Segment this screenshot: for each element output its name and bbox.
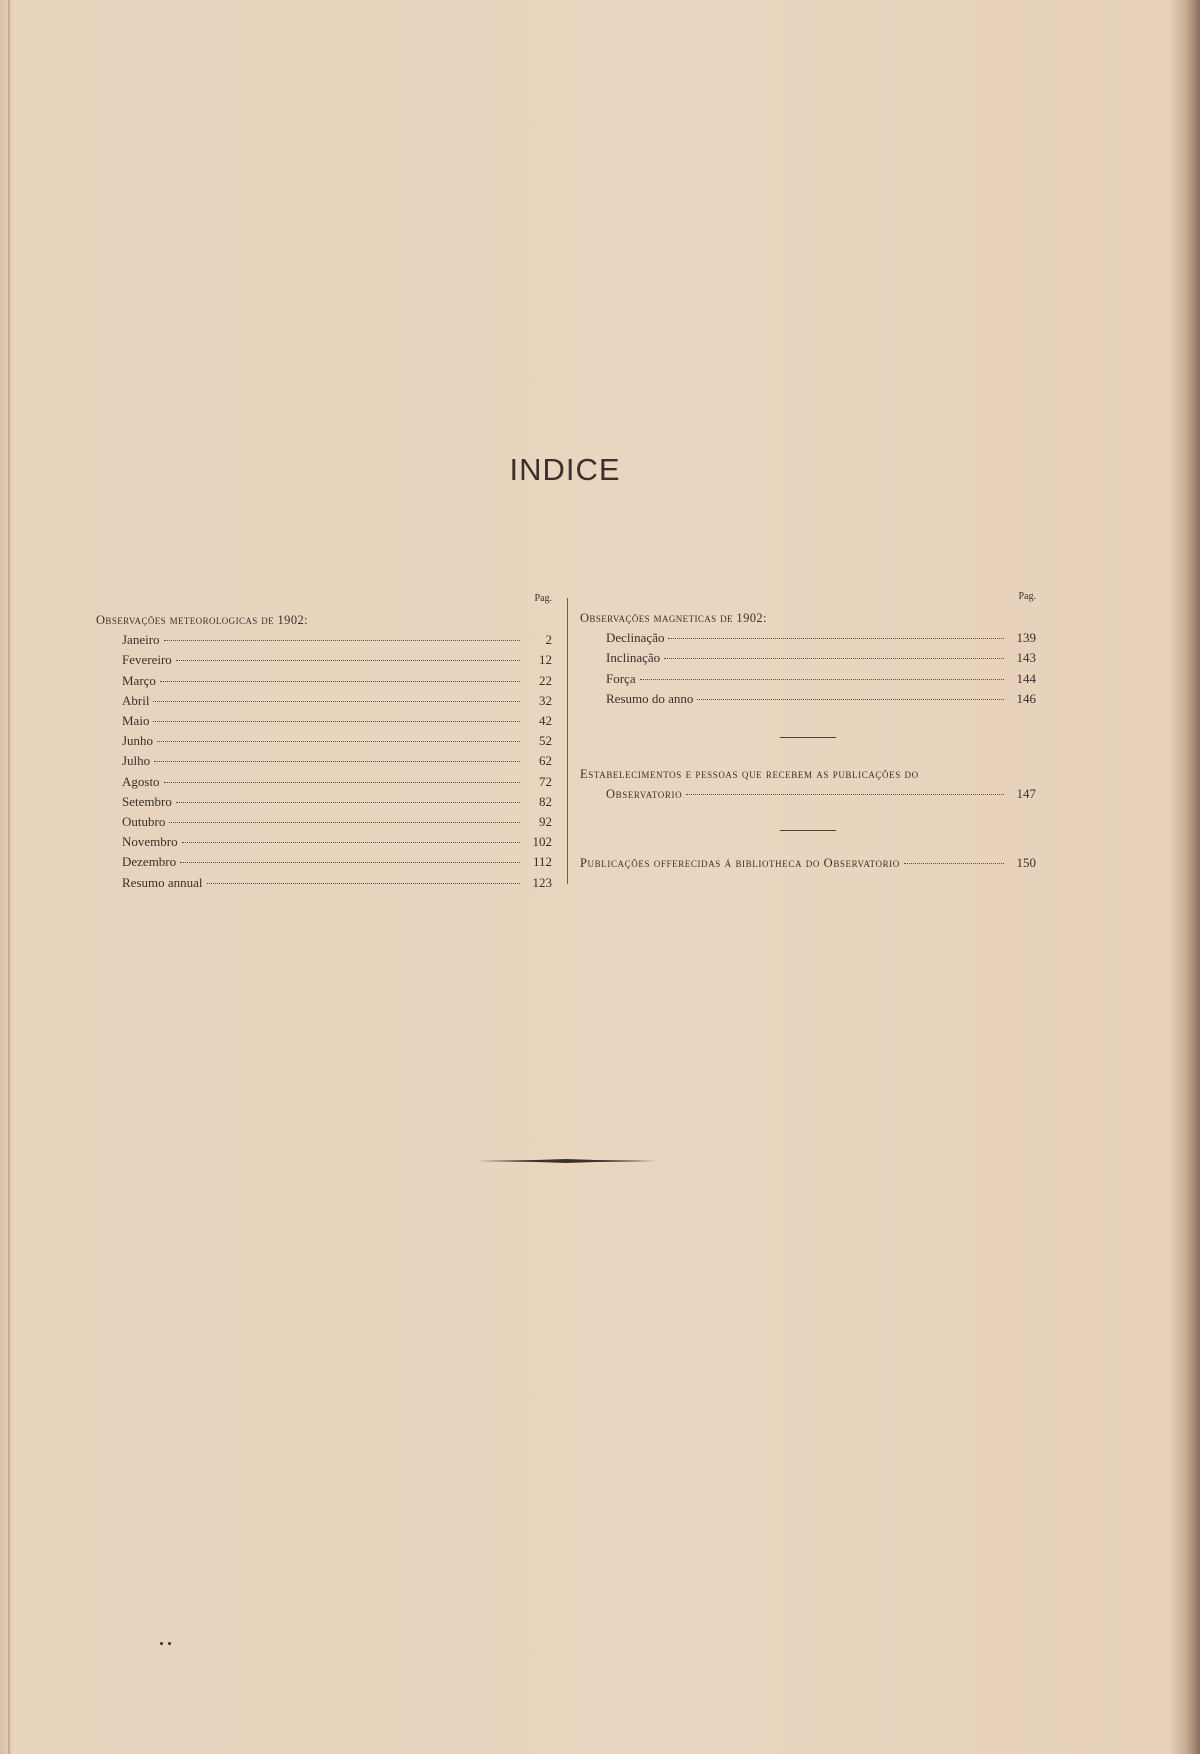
- entry-page: 139: [1016, 630, 1036, 646]
- dot-leader: [182, 842, 520, 843]
- index-entry[interactable]: [580, 628, 1036, 648]
- entry-label: Setembro: [122, 793, 172, 809]
- closing-ornament-rule: [476, 1159, 656, 1163]
- entry-page: 2: [545, 632, 552, 648]
- entry-label: Inclinação: [606, 650, 661, 666]
- entry-label: Força: [606, 670, 636, 686]
- dot-leader: [164, 782, 520, 783]
- meteorological-index: [96, 592, 552, 893]
- index-entry[interactable]: [96, 671, 552, 691]
- entry-page: 32: [539, 692, 552, 708]
- index-entry[interactable]: [580, 784, 1036, 804]
- entry-label: Maio: [122, 713, 150, 729]
- entry-page: 102: [532, 834, 552, 850]
- entry-page: 144: [1016, 670, 1036, 686]
- dot-leader: [664, 658, 1004, 659]
- entry-page: 72: [539, 773, 552, 789]
- index-entry[interactable]: [580, 853, 1036, 873]
- establishments-heading: Estabelecimentos e pessoas que recebem as publicações do: [580, 767, 919, 782]
- page-title: INDICE: [509, 452, 621, 487]
- dot-leader: [686, 794, 1004, 795]
- entry-label: Dezembro: [122, 854, 177, 870]
- ink-speck: [160, 1642, 163, 1645]
- entry-page: 92: [539, 814, 552, 830]
- pag-label-left: Pag.: [534, 593, 552, 604]
- entry-page: 143: [1016, 650, 1036, 666]
- index-entry[interactable]: [96, 852, 552, 872]
- dot-leader: [640, 679, 1004, 680]
- dot-leader: [176, 802, 520, 803]
- entry-page: 82: [539, 793, 552, 809]
- entry-page: 147: [1016, 786, 1036, 802]
- entry-label: Junho: [122, 733, 154, 749]
- dot-leader: [697, 699, 1004, 700]
- index-entry[interactable]: [96, 873, 552, 893]
- entry-page: 12: [539, 652, 552, 668]
- magnetic-heading: Observações magneticas de 1902:: [580, 611, 767, 625]
- index-entry[interactable]: [96, 630, 552, 650]
- dot-leader: [157, 741, 520, 742]
- magnetic-index: [580, 590, 1036, 874]
- index-entry[interactable]: [96, 792, 552, 812]
- dot-leader: [176, 660, 520, 661]
- dot-leader: [153, 701, 520, 702]
- entry-label: Publicações offerecidas á bibliotheca do Observatorio: [580, 856, 900, 871]
- index-entry[interactable]: [96, 731, 552, 751]
- entry-label: Declinação: [606, 630, 665, 646]
- index-entry[interactable]: [96, 650, 552, 670]
- column-divider: [567, 598, 568, 884]
- entry-page: 22: [539, 672, 552, 688]
- dot-leader: [180, 862, 520, 863]
- entry-label: Julho: [122, 753, 151, 769]
- entry-label: Resumo do anno: [606, 690, 694, 706]
- entry-page: 52: [539, 733, 552, 749]
- index-entry[interactable]: [96, 812, 552, 832]
- entry-label: Observatorio: [606, 787, 683, 802]
- index-entry[interactable]: [96, 691, 552, 711]
- index-entry[interactable]: [96, 772, 552, 792]
- dot-leader: [154, 761, 520, 762]
- ink-speck: [168, 1642, 171, 1645]
- dot-leader: [153, 721, 520, 722]
- index-entry[interactable]: [580, 669, 1036, 689]
- index-entry[interactable]: [96, 711, 552, 731]
- pag-label-right: Pag.: [1018, 591, 1036, 602]
- dot-leader: [160, 681, 520, 682]
- entry-label: Agosto: [122, 773, 160, 789]
- dot-leader: [668, 638, 1004, 639]
- meteorological-heading: Observações meteorologicas de 1902:: [96, 613, 309, 627]
- entry-label: Março: [122, 672, 156, 688]
- entry-page: 146: [1016, 690, 1036, 706]
- entry-page: 112: [532, 854, 552, 870]
- entry-label: Abril: [122, 692, 150, 708]
- entry-label: Resumo annual: [122, 874, 203, 890]
- dot-leader: [169, 822, 520, 823]
- entry-page: 150: [1016, 855, 1036, 871]
- entry-label: Fevereiro: [122, 652, 172, 668]
- binding-edge: [8, 0, 10, 1754]
- index-entry[interactable]: [96, 751, 552, 771]
- dot-leader: [904, 863, 1004, 864]
- entry-label: Outubro: [122, 814, 166, 830]
- entry-page: 42: [539, 713, 552, 729]
- entry-label: Janeiro: [122, 632, 160, 648]
- entry-label: Novembro: [122, 834, 178, 850]
- entry-page: 123: [532, 874, 552, 890]
- index-entry[interactable]: [580, 689, 1036, 709]
- index-entry[interactable]: [580, 648, 1036, 668]
- index-entry[interactable]: [96, 832, 552, 852]
- entry-page: 62: [539, 753, 552, 769]
- dot-leader: [164, 640, 520, 641]
- dot-leader: [207, 883, 520, 884]
